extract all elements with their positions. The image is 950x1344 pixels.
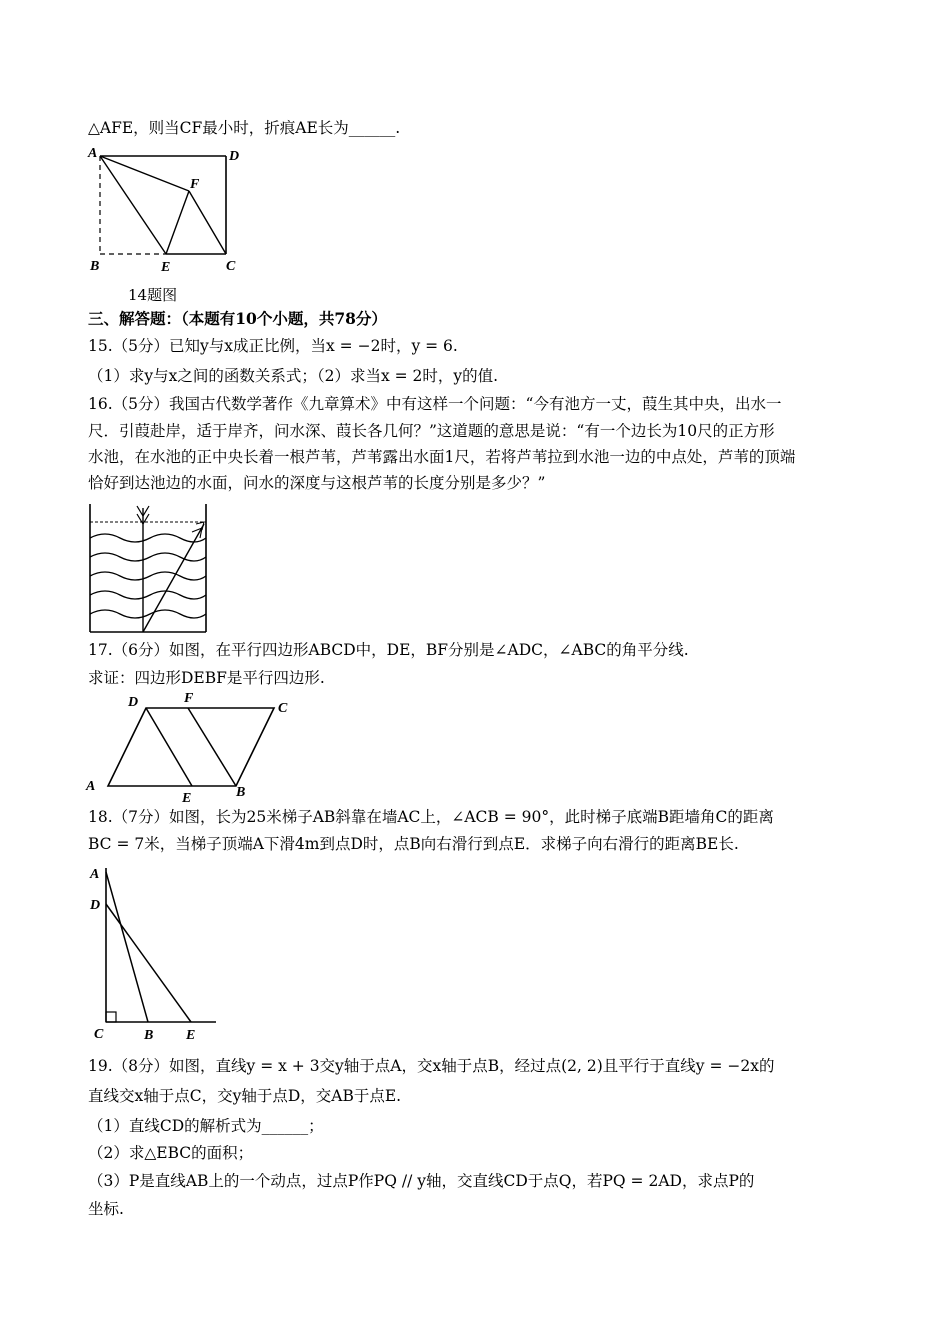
q17-label-C: C (278, 701, 288, 716)
q18-ladder-AB (106, 872, 148, 1022)
q18-line2: BC = 7米，当梯子顶端A下滑4m到点D时，点B向右滑行到点E．求梯子向右滑行的距离BE长. (88, 835, 739, 853)
q14-edge-AE (100, 156, 166, 254)
q16-reed-slanted (143, 524, 204, 632)
q16-line4: 恰好到达池边的水面，问水的深度与这根芦苇的长度分别是多少？” (88, 474, 546, 492)
q16-wave-3 (90, 572, 206, 580)
q17-label-B: B (236, 785, 246, 800)
q16-wave-4 (90, 591, 206, 599)
q18-line1: 18.（7分）如图，长为25米梯子AB斜靠在墙AC上，∠ACB = 90°，此时梯子底端B距墙角C的距离 (88, 808, 774, 826)
q15-line1: 15.（5分）已知y与x成正比例，当x = −2时，y = 6. (88, 337, 458, 355)
q14-edge-FC (189, 191, 226, 254)
q17-line2: 求证：四边形DEBF是平行四边形. (88, 669, 325, 687)
q14-label-A: A (88, 146, 98, 161)
q16-pond-figure (88, 504, 212, 634)
q18-label-D: D (90, 898, 101, 913)
q19-line4: （2）求△EBC的面积； (88, 1144, 254, 1162)
q19-line5: （3）P是直线AB上的一个动点，过点P作PQ // y轴，交直线CD于点Q，若PQ = 2AD，求点P的 (88, 1172, 755, 1190)
q14-text: △AFE，则当CF最小时，折痕AE长为______. (88, 119, 401, 137)
q14-caption: 14题图 (128, 286, 178, 304)
q17-label-A: A (86, 779, 96, 794)
q17-parallelogram-ABCD (108, 708, 274, 786)
q17-segment-FB (188, 708, 236, 786)
q14-label-D: D (229, 149, 240, 164)
q14-edge-FE (166, 191, 189, 254)
q19-line3: （1）直线CD的解析式为______； (88, 1117, 324, 1135)
q17-segment-DE (146, 708, 192, 786)
q18-right-angle-mark (106, 1012, 116, 1022)
q18-label-E: E (186, 1028, 196, 1043)
q18-label-B: B (144, 1028, 154, 1043)
q19-line2: 直线交x轴于点C，交y轴于点D，交AB于点E. (88, 1087, 402, 1105)
q16-line1: 16.（5分）我国古代数学著作《九章算术》中有这样一个问题：“今有池方一丈，葭生其中央，出水一 (88, 395, 782, 413)
section3-heading: 三、解答题：（本题有10个小题，共78分） (88, 309, 387, 328)
q19-line1: 19.（8分）如图，直线y = x + 3交y轴于点A，交x轴于点B，经过点(2, 2)且平行于直线y = −2x的 (88, 1057, 775, 1075)
q16-wave-2 (90, 553, 206, 561)
q17-label-D: D (128, 695, 139, 710)
q16-line3: 水池，在水池的正中央长着一根芦苇，芦苇露出水面1尺，若将芦苇拉到水池一边的中点处，芦苇的顶端 (88, 448, 796, 466)
q18-ladder-figure (86, 862, 226, 1042)
q17-line1: 17.（6分）如图，在平行四边形ABCD中，DE，BF分别是∠ADC，∠ABC的角平分线. (88, 641, 689, 659)
q16-wave-1 (90, 534, 206, 542)
q14-label-E: E (161, 260, 171, 275)
q19-line6: 坐标. (88, 1200, 124, 1218)
q14-figure (86, 146, 246, 275)
q16-wave-5 (90, 610, 206, 618)
q17-label-F: F (184, 691, 194, 706)
q14-edge-AF (100, 156, 189, 191)
q18-label-C: C (94, 1027, 104, 1042)
q14-label-C: C (226, 259, 236, 274)
q15-line2: （1）求y与x之间的函数关系式；（2）求当x = 2时，y的值. (88, 367, 499, 385)
q14-label-B: B (90, 259, 100, 274)
q17-label-E: E (182, 791, 192, 806)
q14-label-F: F (190, 177, 200, 192)
q16-line2: 尺．引葭赴岸，适于岸齐，问水深、葭长各几何？”这道题的意思是说：“有一个边长为10尺的正方形 (88, 422, 775, 440)
q18-ladder-DE (106, 904, 191, 1022)
q18-label-A: A (90, 867, 100, 882)
q17-parallelogram-figure (84, 691, 304, 806)
